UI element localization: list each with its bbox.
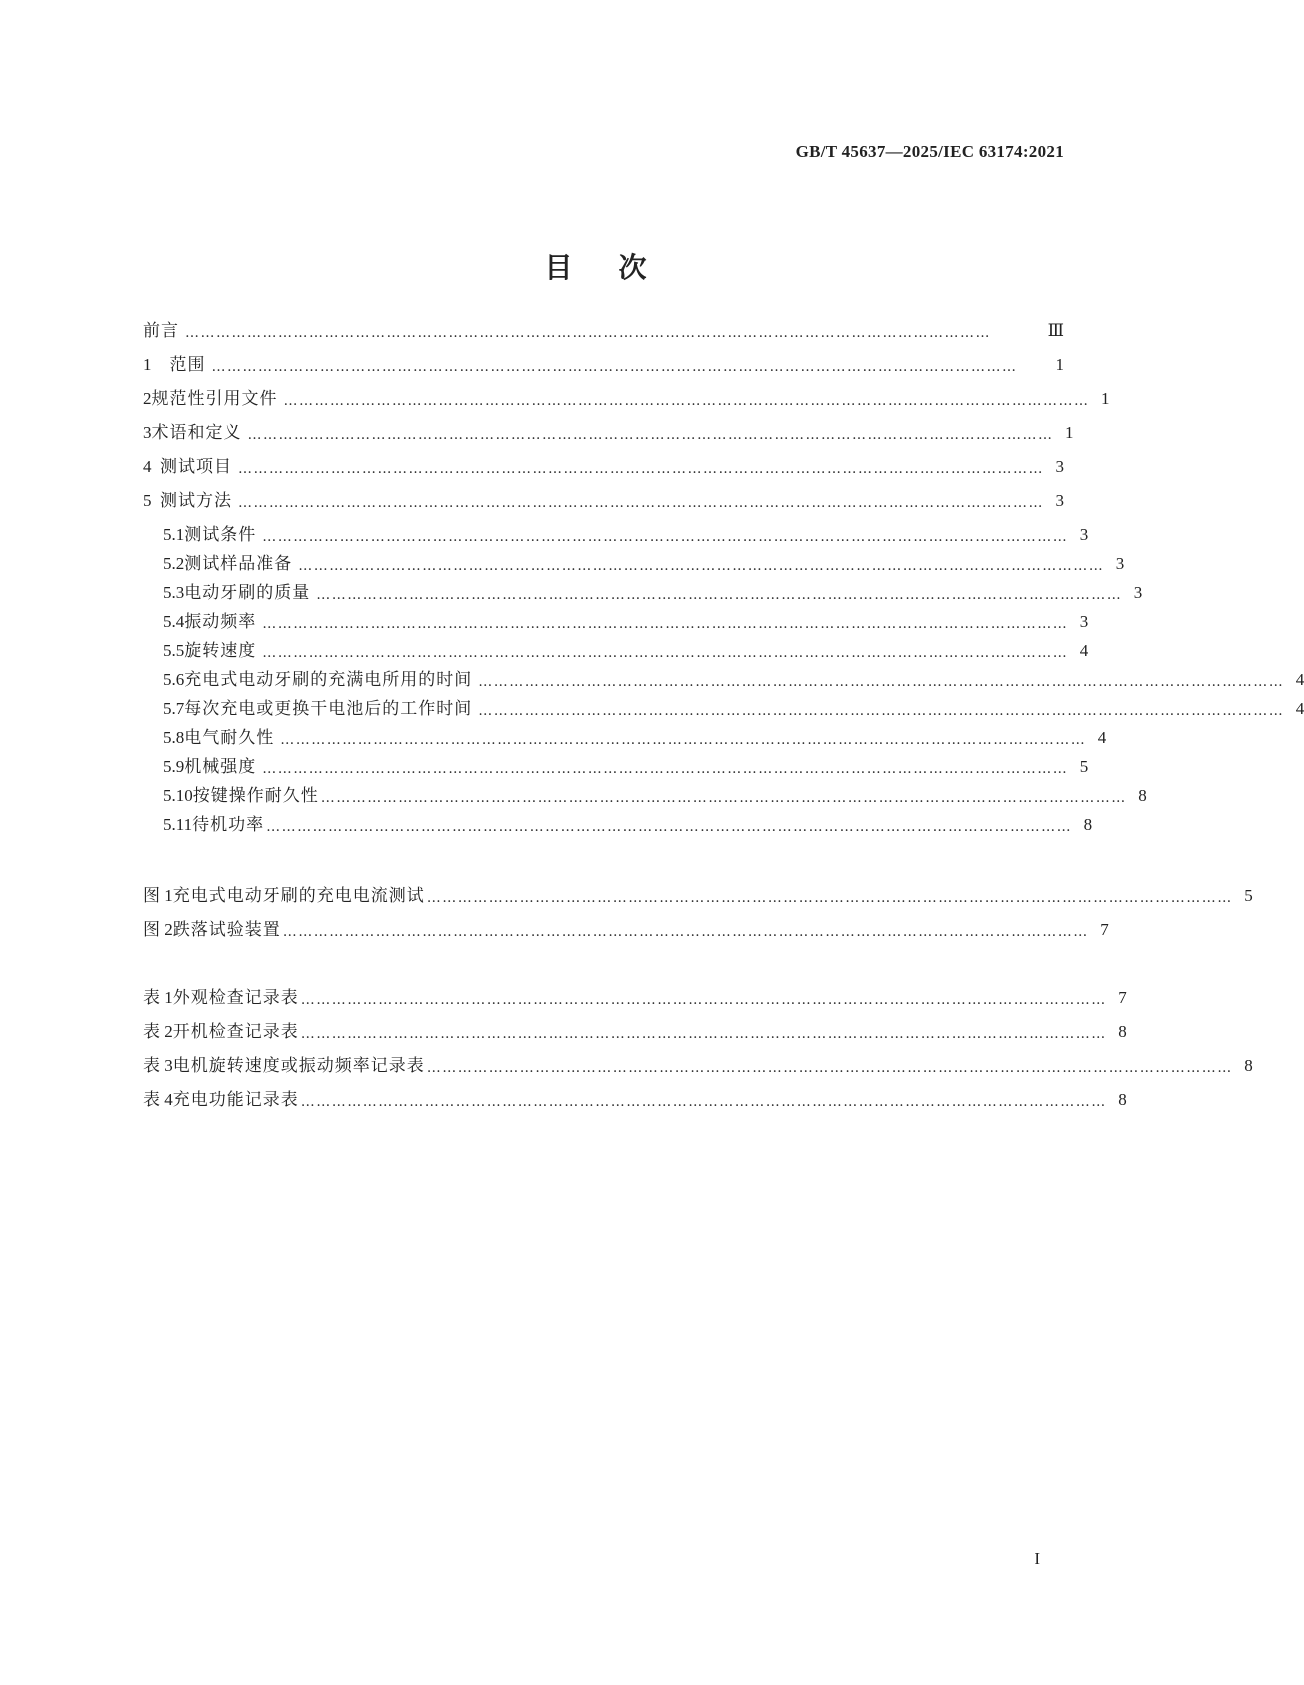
toc-entry-label: 电气耐久性 <box>184 728 275 748</box>
leader-dots: ………………………………………………………………………………………………………………………………………… <box>282 924 1089 940</box>
figure-entry[interactable] <box>143 917 1109 943</box>
toc-entry-page: 4 <box>1295 699 1304 718</box>
toc-entry-label: 待机功率 <box>192 815 265 835</box>
toc-entry[interactable] <box>143 488 1064 514</box>
toc-entry-page: Ⅲ <box>1047 321 1064 340</box>
figure-entry[interactable] <box>143 883 1253 909</box>
toc-entry-page: 3 <box>1055 457 1064 476</box>
toc-entry-page: 4 <box>1295 670 1304 689</box>
toc-subentry[interactable] <box>163 609 1089 635</box>
table-page: 8 <box>1118 1090 1127 1109</box>
document-code: GB/T 45637—2025/IEC 63174:2021 <box>795 142 1064 161</box>
toc-subentry[interactable] <box>163 522 1089 548</box>
toc-entry-label: 前言 <box>143 321 179 341</box>
toc-entry-number: 5.10 <box>163 786 193 805</box>
toc-entry-number: 4 <box>143 457 152 476</box>
table-label: 外观检查记录表 <box>172 988 299 1008</box>
table-number: 表 1 <box>143 988 173 1007</box>
toc-entry-number: 1 <box>143 355 152 374</box>
toc-entry[interactable] <box>143 454 1064 480</box>
leader-dots: ………………………………………………………………………………………………………………………………………… <box>478 674 1285 690</box>
figure-number: 图 2 <box>143 920 173 939</box>
toc-entry-foreword[interactable] <box>143 318 1064 344</box>
toc-entry-page: 3 <box>1079 612 1089 631</box>
table-label: 开机检查记录表 <box>172 1022 299 1042</box>
toc-entry-label: 测试项目 <box>160 457 232 477</box>
toc-entry-page: 8 <box>1138 786 1147 805</box>
toc-entry-label: 测试样品准备 <box>184 554 293 574</box>
toc-entry-label: 规范性引用文件 <box>151 389 278 409</box>
toc-entry-page: 3 <box>1055 491 1064 510</box>
toc-subentry[interactable] <box>163 551 1125 577</box>
toc-entry-number: 5.6 <box>163 670 185 689</box>
leader-dots: ………………………………………………………………………………………………………………………………………… <box>478 703 1285 719</box>
toc-subentry[interactable] <box>163 696 1304 722</box>
figure-label: 跌落试验装置 <box>172 920 281 940</box>
leader-dots: ………………………………………………………………………………………………………………………………………… <box>320 790 1127 806</box>
figure-label: 充电式电动牙刷的充电电流测试 <box>172 886 425 906</box>
table-page: 8 <box>1244 1056 1253 1075</box>
toc-entry-number: 3 <box>143 423 152 442</box>
table-entry[interactable] <box>143 985 1127 1011</box>
page-number: I <box>1034 1549 1040 1568</box>
table-number: 表 2 <box>143 1022 173 1041</box>
leader-dots: ………………………………………………………………………………………………………………………………………… <box>262 616 1069 632</box>
leader-dots: ………………………………………………………………………………………………………………………………………… <box>262 529 1069 545</box>
toc-entry[interactable] <box>143 352 1064 378</box>
toc-entry-number: 5.7 <box>163 699 185 718</box>
figure-page: 7 <box>1100 920 1109 939</box>
toc-entry-label: 振动频率 <box>184 612 257 632</box>
leader-dots: ………………………………………………………………………………………………………………………………………… <box>300 1026 1107 1042</box>
toc-entry[interactable] <box>143 386 1110 412</box>
toc-entry-page: 1 <box>1065 423 1074 442</box>
leader-dots: ………………………………………………………………………………………………………………………………………… <box>211 359 1018 375</box>
toc-entry-number: 5.2 <box>163 554 185 573</box>
table-page: 8 <box>1118 1022 1127 1041</box>
toc-subentry[interactable] <box>163 638 1089 664</box>
toc-subentry[interactable] <box>163 754 1089 780</box>
leader-dots: ………………………………………………………………………………………………………………………………………… <box>316 587 1123 603</box>
leader-dots: ………………………………………………………………………………………………………………………………………… <box>247 427 1054 443</box>
table-page: 7 <box>1118 988 1127 1007</box>
table-entry[interactable] <box>143 1053 1253 1079</box>
leader-dots: ………………………………………………………………………………………………………………………………………… <box>298 558 1105 574</box>
toc-entry-page: 1 <box>1055 355 1064 374</box>
table-number: 表 3 <box>143 1056 173 1075</box>
toc-entry-number: 5.4 <box>163 612 185 631</box>
leader-dots: ………………………………………………………………………………………………………………………………………… <box>262 761 1069 777</box>
toc-entry-label: 每次充电或更换干电池后的工作时间 <box>184 699 473 719</box>
toc-entry-page: 3 <box>1115 554 1125 573</box>
toc-entry-page: 8 <box>1083 815 1093 834</box>
leader-dots: ………………………………………………………………………………………………………………………………………… <box>300 992 1107 1008</box>
leader-dots: ………………………………………………………………………………………………………………………………………… <box>238 461 1044 477</box>
leader-dots: ………………………………………………………………………………………………………………………………………… <box>262 645 1069 661</box>
leader-dots: ………………………………………………………………………………………………………………………………………… <box>238 495 1044 511</box>
toc-entry-number: 5.1 <box>163 525 185 544</box>
toc-subentry[interactable] <box>163 725 1107 751</box>
figure-number: 图 1 <box>143 886 173 905</box>
toc-entry-label: 范围 <box>169 355 206 375</box>
leader-dots: ………………………………………………………………………………………………………………………………………… <box>280 732 1087 748</box>
leader-dots: ………………………………………………………………………………………………………………………………………… <box>266 819 1073 835</box>
toc-entry-label: 充电式电动牙刷的充满电所用的时间 <box>184 670 473 690</box>
table-entry[interactable] <box>143 1019 1127 1045</box>
figure-page: 5 <box>1244 886 1253 905</box>
toc-entry-number: 5.5 <box>163 641 185 660</box>
toc-entry-page: 3 <box>1079 525 1089 544</box>
toc-subentry[interactable] <box>163 667 1304 693</box>
table-label: 电机旋转速度或振动频率记录表 <box>172 1056 425 1076</box>
toc-entry-number: 2 <box>143 389 152 408</box>
table-label: 充电功能记录表 <box>172 1090 299 1110</box>
table-number: 表 4 <box>143 1090 173 1109</box>
toc-entry-page: 5 <box>1079 757 1089 776</box>
toc-entry-label: 旋转速度 <box>184 641 257 661</box>
toc-entry-number: 5.9 <box>163 757 185 776</box>
toc-entry-page: 1 <box>1101 389 1110 408</box>
toc-entry-number: 5.11 <box>163 815 193 834</box>
table-entry[interactable] <box>143 1087 1127 1113</box>
toc-entry-label: 术语和定义 <box>151 423 242 443</box>
toc-entry-label: 测试条件 <box>184 525 257 545</box>
toc-entry-number: 5 <box>143 491 152 510</box>
toc-entry[interactable] <box>143 420 1074 446</box>
toc-entry-label: 电动牙刷的质量 <box>184 583 311 603</box>
toc-entry-label: 按键操作耐久性 <box>192 786 319 806</box>
leader-dots: ………………………………………………………………………………………………………………………………………… <box>283 393 1090 409</box>
toc-entry-page: 3 <box>1133 583 1143 602</box>
toc-entry-page: 4 <box>1097 728 1107 747</box>
toc-entry-label: 测试方法 <box>160 491 232 511</box>
toc-entry-page: 4 <box>1079 641 1089 660</box>
page-title: 目次 <box>544 251 693 284</box>
toc-subentry[interactable] <box>163 783 1147 809</box>
toc-entry-number: 5.3 <box>163 583 185 602</box>
leader-dots: ………………………………………………………………………………………………………………………………………… <box>185 325 991 341</box>
toc-entry-label: 机械强度 <box>184 757 257 777</box>
leader-dots: ………………………………………………………………………………………………………………………………………… <box>300 1094 1107 1110</box>
toc-subentry[interactable] <box>163 812 1093 838</box>
toc-subentry[interactable] <box>163 580 1143 606</box>
leader-dots: ………………………………………………………………………………………………………………………………………… <box>426 1060 1233 1076</box>
toc-entry-number: 5.8 <box>163 728 185 747</box>
leader-dots: ………………………………………………………………………………………………………………………………………… <box>426 890 1233 906</box>
